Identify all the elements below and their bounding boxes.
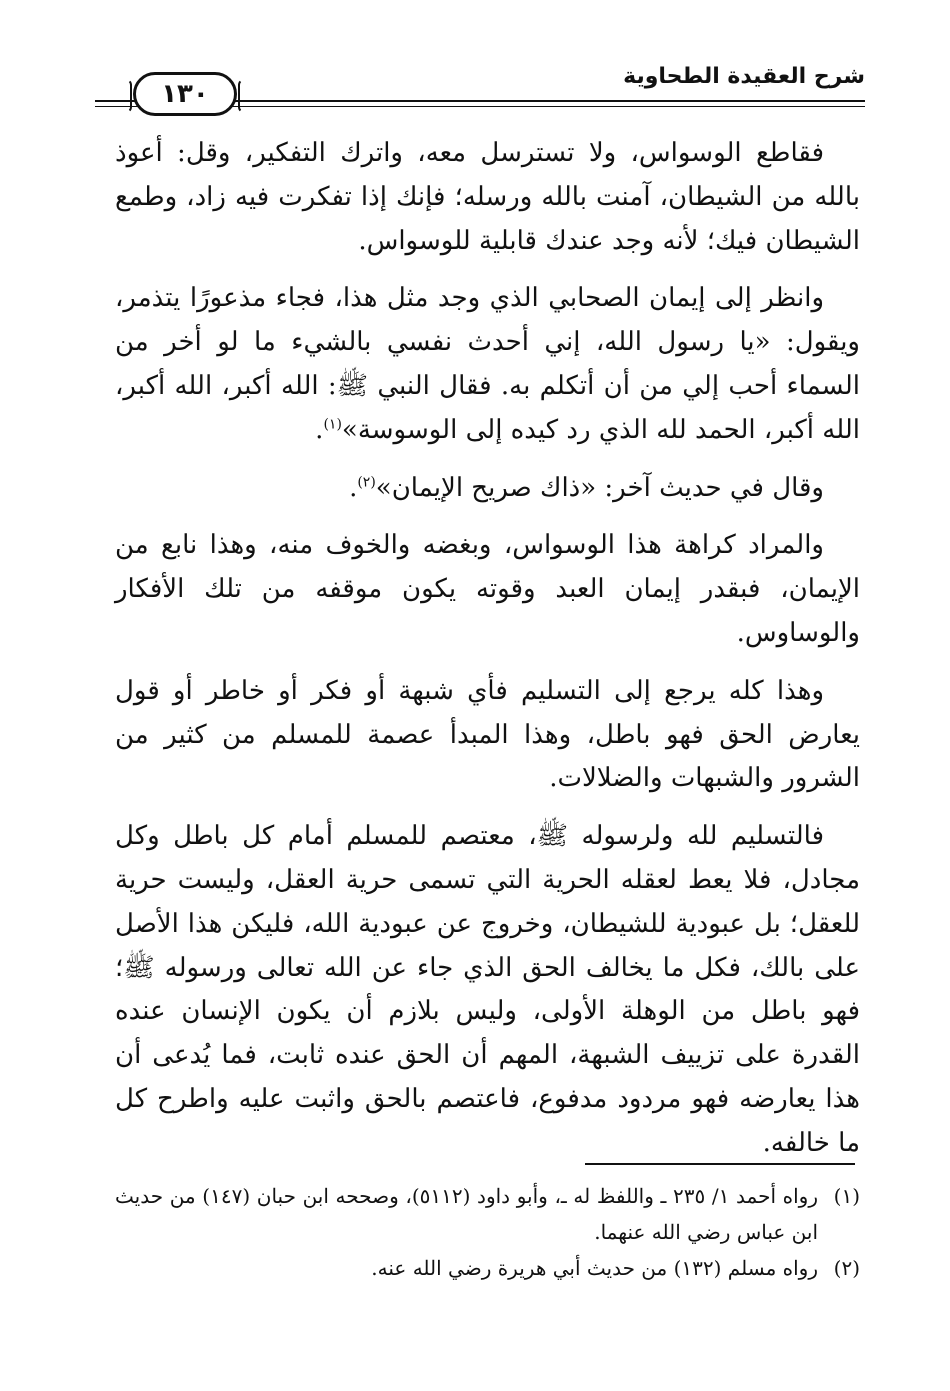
sentence-end: . — [315, 414, 324, 445]
footnote-ref: (١) — [323, 416, 342, 433]
paragraph — [115, 670, 860, 801]
paragraph-text: وقال في حديث آخر: «ذاك صريح الإيمان» — [375, 472, 824, 503]
sentence-end: . — [349, 472, 358, 503]
page-number: ١٣٠ — [133, 72, 237, 116]
footnote-ref: (٢) — [357, 473, 376, 490]
footnote-number: (١) — [833, 1184, 860, 1208]
footnote — [115, 1250, 860, 1286]
paragraph-text: وانظر إلى إيمان الصحابي الذي وجد مثل هذا، فجاء مذعورًا يتذمر، ويقول: «يا رسول الله، إني أحدث نفسي بالشيء ما لو أخر من السماء أحب إلي من أن أتكلم به. فقال النبي ﷺ: الله أكبر، الله أكبر، الله أكبر، الحمد لله الذي رد كيده إلى الوسوسة» — [115, 283, 860, 445]
paragraph-text: فقاطع الوسواس، ولا تسترسل معه، واترك التفكير، وقل: أعوذ بالله من الشيطان، آمنت بالله ورسله؛ فإنك إذا تفكرت فيه زاد، وطمع الشيطان فيك؛ لأنه وجد عندك قابلية للوسواس. — [115, 138, 860, 256]
paragraph-text: فالتسليم لله ولرسوله ﷺ، معتصم للمسلم أمام كل باطل وكل مجادل، فلا يعط لعقله الحرية التي تسمى حرية العقل، وليست حرية للعقل؛ بل عبودية للشيطان، وخروج عن عبودية الله، فليكن هذا الأصل على بالك، فكل ما يخالف الحق الذي جاء عن الله تعالى ورسوله ﷺ؛ فهو باطل من الوهلة الأولى، وليس بلازم أن يكون الإنسان عنده القدرة على تزييف الشبهة، المهم أن الحق عنده ثابت، فما يُدعى أن هذا يعارضه فهو مردود مدفوع، فاعتصم بالحق واثبت عليه واطرح كل ما خالفه. — [115, 821, 860, 1158]
footnote — [115, 1178, 860, 1250]
footnote-number: (٢) — [833, 1256, 860, 1280]
page-header — [95, 62, 865, 118]
paragraph — [115, 524, 860, 655]
paragraph-text: والمراد كراهة هذا الوسواس، وبغضه والخوف منه، وهذا نابع من الإيمان، فبقدر إيمان العبد وقوته يكون موقفه من تلك الأفكار والوساوس. — [115, 530, 860, 648]
paragraph — [115, 277, 860, 452]
paragraph — [115, 815, 860, 1165]
book-title: شرح العقيدة الطحاوية — [623, 64, 865, 89]
paragraph — [115, 132, 860, 263]
paragraph — [115, 467, 860, 511]
footnotes — [115, 1178, 860, 1286]
footnote-text: رواه أحمد ١/ ٢٣٥ ـ واللفظ له ـ، وأبو داود (٥١١٢)، وصححه ابن حبان (١٤٧) من حديث ابن عباس رضي الله عنهما. — [115, 1184, 818, 1244]
main-text — [115, 132, 860, 1180]
footnote-text: رواه مسلم (١٣٢) من حديث أبي هريرة رضي الله عنه. — [371, 1256, 818, 1280]
paragraph-text: وهذا كله يرجع إلى التسليم فأي شبهة أو فكر أو خاطر أو قول يعارض الحق فهو باطل، وهذا المبدأ عصمة للمسلم من كثير من الشرور والشبهات والضلالات. — [115, 675, 860, 794]
footnote-separator — [585, 1163, 855, 1165]
